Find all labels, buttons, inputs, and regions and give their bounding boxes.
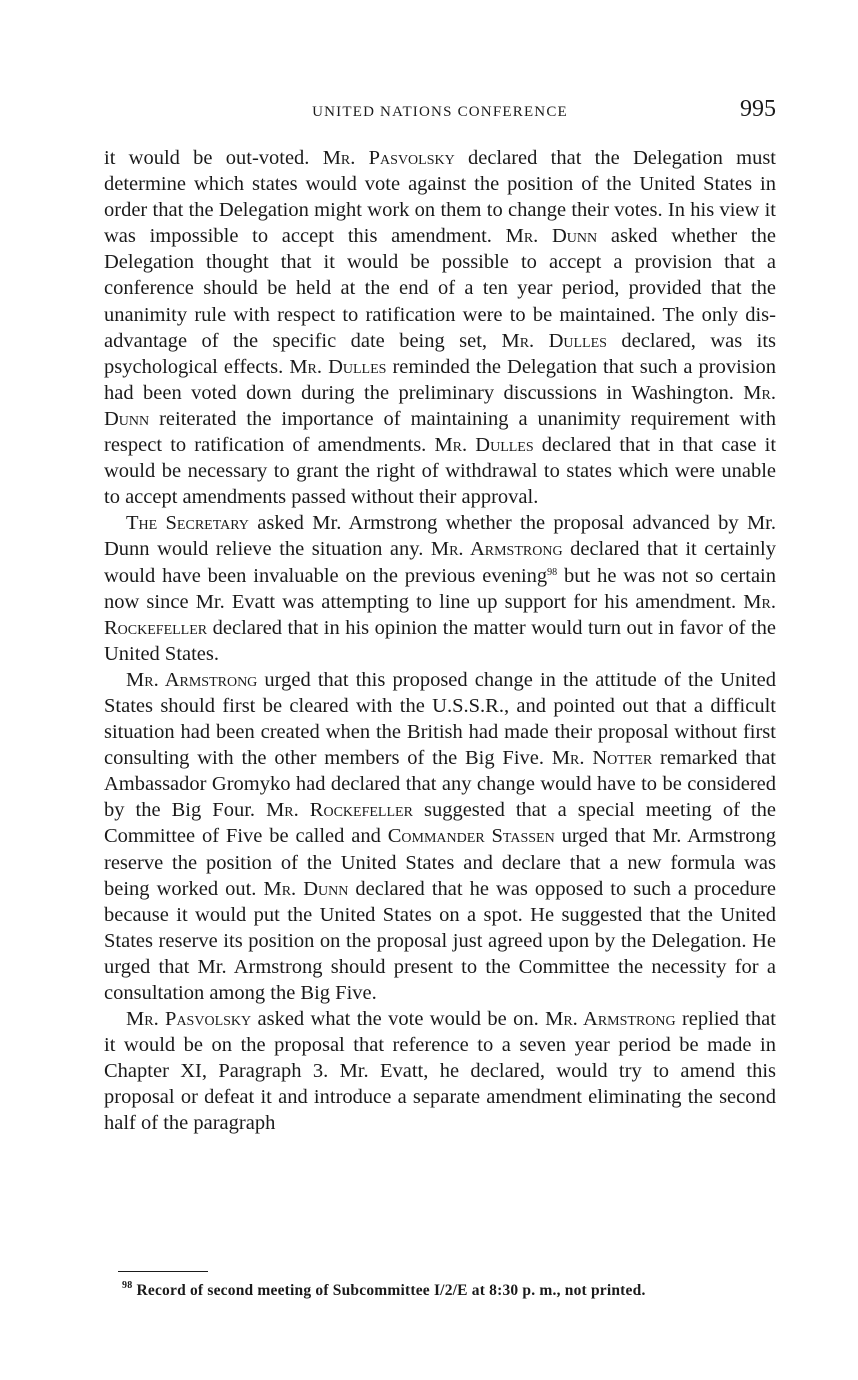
- speaker-name: Mr. Dunn: [505, 225, 598, 248]
- speaker-name: Mr. Dulles: [501, 329, 607, 352]
- footnote: [104, 1281, 776, 1301]
- text-run: reiterated the importance of maintaining a unanimity requirement with respect to ratification of amendments.: [104, 407, 776, 457]
- paragraph: [104, 667, 776, 1006]
- speaker-name: Mr. Rockefeller: [266, 799, 413, 822]
- paragraph: [104, 510, 776, 667]
- footnote-text: Record of second meeting of Subcommittee I/2/E at 8:30 p. m., not printed.: [136, 1282, 646, 1299]
- speaker-name: Mr. Dunn: [104, 381, 776, 430]
- text-run: urged that this proposed change in the attitude of the United States should first be cleared with the U.S.S.R., and pointed out that a difficult situation had been created when the British had made their proposal without first consulting with the other members of the Big Five.: [104, 668, 776, 770]
- speaker-name: Mr. Armstrong: [545, 1008, 676, 1031]
- text-run: declared that he was opposed to such a procedure because it would put the United States on a spot. He suggested that the United States reserve its position on the proposal just agreed upon by the Delegation. He urged that Mr. Armstrong should present to the Committee the necessity for a consultation among the Big Five.: [104, 877, 776, 1004]
- text-run: asked whether the Delegation thought that it would be possible to accept a provision that a conference should be held at the end of a ten year period, provided that the unanimity rule with respect to ratification were to be maintained. The only disadvantage of the specific date being set,: [104, 225, 776, 352]
- text-run: replied that it would be on the proposal that reference to a seven year period be made in Chapter XI, Paragraph 3. Mr. Evatt, he declared, would try to amend this proposal or defeat it and introduce a separate amendment eliminating the second half of the paragraph: [104, 1008, 776, 1135]
- footnote-marker: 98: [122, 1280, 133, 1291]
- speaker-name: Mr. Armstrong: [430, 538, 563, 561]
- text-run: declared that it certainly would have been invaluable on the previous evening: [104, 538, 776, 587]
- text-run: declared that in his opinion the matter would turn out in favor of the United States.: [104, 616, 776, 665]
- running-head: [104, 96, 776, 130]
- text-run: it would be out-voted.: [104, 147, 323, 169]
- text-run: but he was not so certain now since Mr. Evatt was attempting to line up support for his amendment.: [104, 564, 776, 613]
- paragraph: [104, 145, 776, 510]
- speaker-name: Mr. Rockefeller: [104, 590, 776, 639]
- text-run: asked what the vote would be on.: [251, 1008, 546, 1031]
- speaker-name: Mr. Pasvolsky: [322, 147, 455, 169]
- text-run: remarked that Ambassador Gromyko had declared that any change would have to be considered by the Big Four.: [104, 747, 776, 822]
- text-run: declared that in that case it would be necessary to grant the right of withdrawal to states which were unable to accept amendments passed without their approval.: [104, 434, 777, 509]
- body-text: [104, 145, 776, 1137]
- speaker-name: Mr. Notter: [551, 747, 653, 770]
- text-run: declared, was its psychological effects.: [104, 329, 777, 378]
- speaker-name: Mr. Dulles: [434, 434, 534, 457]
- speaker-name: Mr. Dunn: [263, 877, 349, 900]
- text-run: declared that the Delegation must determine which states would vote against the position of the United States in order that the Delegation might work on them to change their votes. In his view it was impossible to accept this amendment.: [104, 147, 777, 248]
- footnote-reference: 98: [547, 566, 558, 578]
- running-title: UNITED NATIONS CONFERENCE: [312, 104, 568, 120]
- text-run: asked Mr. Armstrong whether the proposal advanced by Mr. Dunn would relieve the situation any.: [104, 512, 776, 561]
- speaker-name: The Secretary: [126, 512, 249, 535]
- page-number: 995: [740, 96, 776, 122]
- speaker-name: Commander Stassen: [387, 825, 555, 848]
- text-run: suggested that a special meeting of the Committee of Five be called and: [104, 799, 776, 848]
- paragraph: [104, 1006, 776, 1136]
- speaker-name: Mr. Pasvolsky: [126, 1008, 252, 1031]
- speaker-name: Mr. Dulles: [289, 355, 387, 378]
- speaker-name: Mr. Armstrong: [126, 668, 258, 691]
- text-run: reminded the Delegation that such a provision had been voted down during the preliminary discussions in Washington.: [104, 355, 776, 404]
- footnote-rule: [118, 1271, 208, 1272]
- text-run: urged that Mr. Armstrong reserve the position of the United States and declare that a new formula was being worked out.: [104, 825, 776, 900]
